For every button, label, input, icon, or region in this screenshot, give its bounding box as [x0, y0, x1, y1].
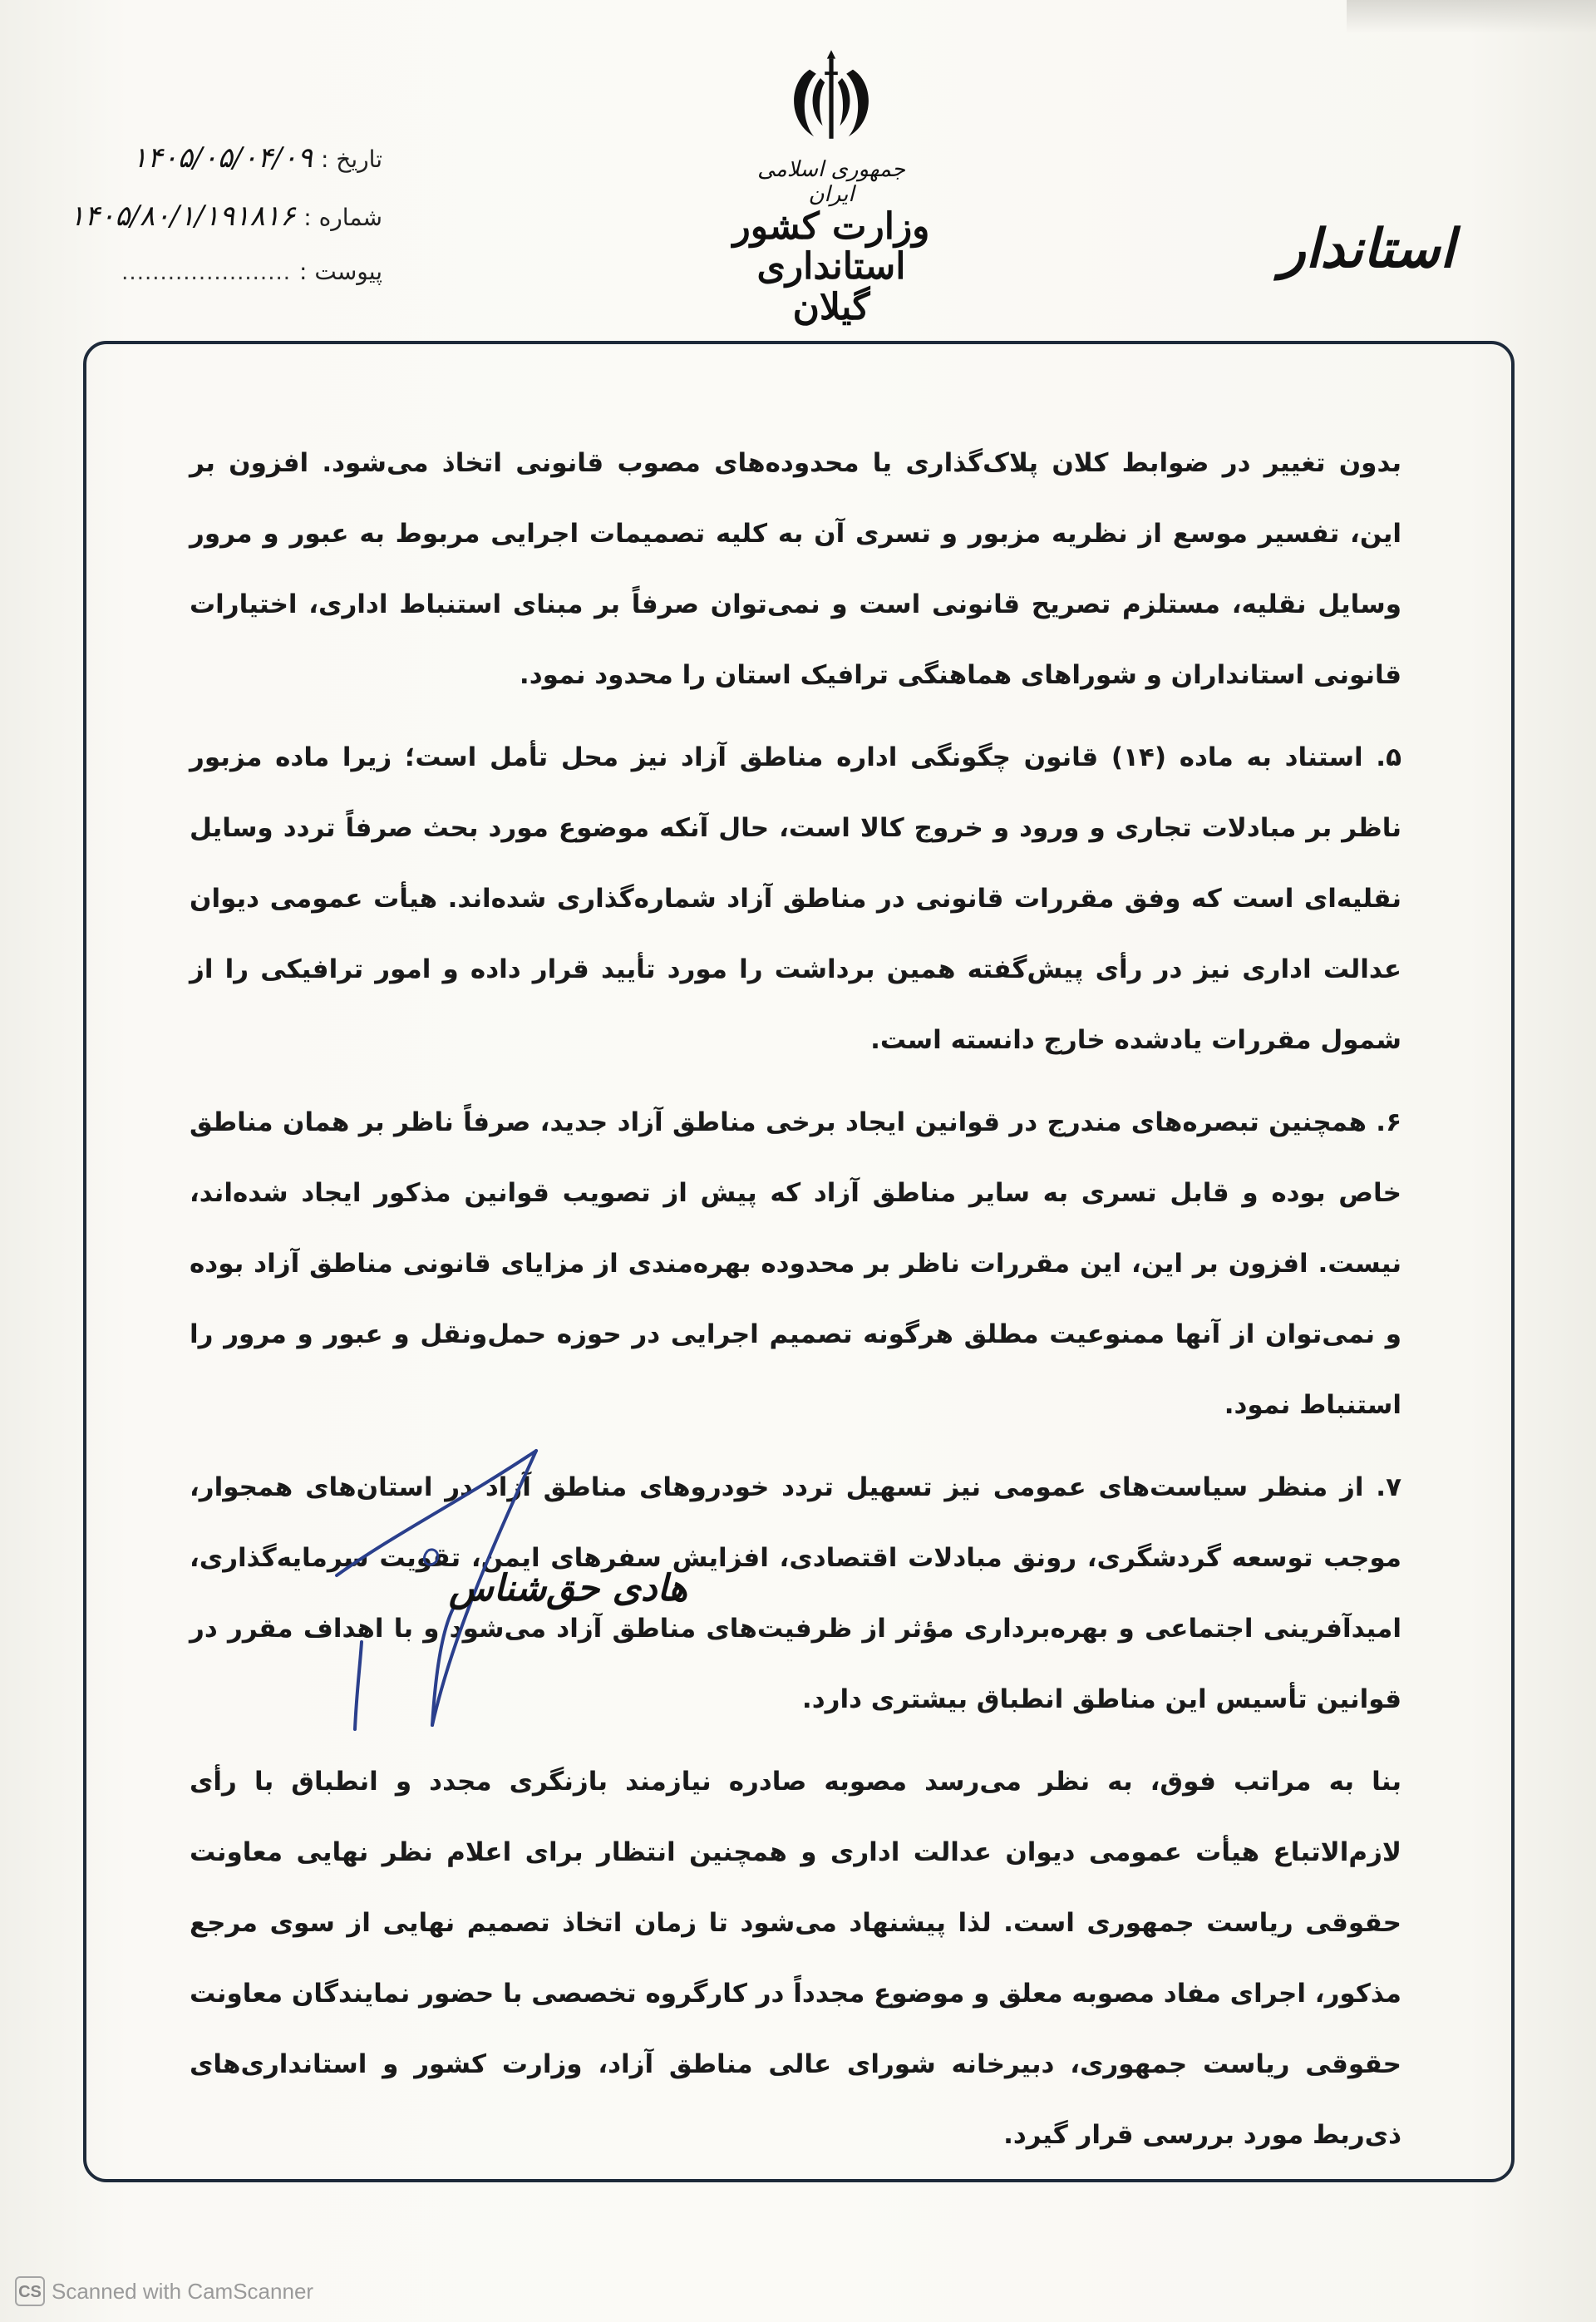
iran-emblem-icon [777, 46, 885, 154]
number-label: شماره : [303, 204, 382, 231]
camscanner-logo-icon: CS [15, 2276, 45, 2306]
paragraph-5: بنا به مراتب فوق، به نظر می‌رسد مصوبه صادره نیازمند بازنگری مجدد و انطباق با رأی لازم‌الاتباع هیأت عمومی دیوان عدالت اداری و همچنین انتظار برای اعلام نظر نهایی معاونت حقوقی ریاست جمهوری است. لذا پیشنهاد می‌شود تا زمان اتخاذ تصمیم نهایی از سوی مرجع مذکور، اجرای مفاد مصوبه معلق و موضوع مجدداً در کارگروه تخصصی با حضور نمایندگان معاونت حقوقی ریاست جمهوری، دبیرخانه شورای عالی مناطق آزاد، وزارت کشور و استانداری‌های ذی‌ربط مورد بررسی قرار گیرد. [190, 1767, 1401, 2150]
governor-title: استاندار [1279, 218, 1455, 280]
attachment-value: ...................... [121, 260, 291, 285]
attachment-label: پیوست : [299, 258, 382, 285]
scan-shadow [1347, 0, 1596, 33]
date-value: ۱۴۰۵/۰۵/۰۴/۰۹ [131, 141, 313, 175]
letter-meta [33, 141, 382, 316]
date-label: تاریخ : [320, 145, 382, 173]
signer-name: هادی حق‌شناس [449, 1567, 688, 1610]
watermark-text: Scanned with CamScanner [52, 2278, 314, 2304]
date-row [33, 141, 382, 200]
ministry-name: وزارت کشور [732, 205, 930, 248]
governorate-name: استانداری گیلان [756, 245, 906, 328]
paragraph-2: ۵. استناد به ماده (۱۴) قانون چگونگی اداره مناطق آزاد نیز محل تأمل است؛ زیرا ماده مزبور ناظر بر مبادلات تجاری و ورود و خروج کالا است، حال آنکه موضوع مورد بحث صرفاً تردد وسایل نقلیه‌ای است که وفق مقررات قانونی در مناطق آزاد شماره‌گذاری شده‌اند. هیأت عمومی دیوان عدالت اداری نیز در رأی پیش‌گفته همین برداشت را مورد تأیید قرار داده و امور ترافیکی را از شمول مقررات یادشده خارج دانسته است. [190, 742, 1401, 1055]
number-value: ۱۴۰۵/۸۰/۱/۱۹۱۸۱۶ [69, 200, 296, 233]
paragraph-4: ۷. از منظر سیاست‌های عمومی نیز تسهیل تردد خودروهای مناطق آزاد در استان‌های همجوار، موجب توسعه گردشگری، رونق مبادلات اقتصادی، افزایش سفرهای ایمن، تقویت سرمایه‌گذاری، امیدآفرینی اجتماعی و بهره‌برداری مؤثر از ظرفیت‌های مناطق آزاد می‌شود و با اهداف مقرر در قوانین تأسیس این مناطق انطباق بیشتری دارد. [190, 1472, 1401, 1714]
attachment-row [33, 258, 382, 316]
camscanner-watermark [15, 2276, 313, 2306]
letter-body [190, 428, 1401, 2182]
letterhead [732, 46, 931, 328]
paragraph-1: بدون تغییر در ضوابط کلان پلاک‌گذاری یا محدوده‌های مصوب قانونی اتخاذ می‌شود. افزون بر این، تفسیر موسع از نظریه مزبور و تسری آن به کلیه تصمیمات اجرایی مربوط به عبور و مرور وسایل نقلیه، مستلزم تصریح قانونی است و نمی‌توان صرفاً بر مبنای استنباط اداری، اختیارات قانونی استانداران و شوراهای هماهنگی ترافیک استان را محدود نمود. [190, 448, 1401, 690]
paragraph-3: ۶. همچنین تبصره‌های مندرج در قوانین ایجاد برخی مناطق آزاد جدید، صرفاً ناظر بر همان مناطق خاص بوده و قابل تسری به سایر مناطق آزاد که پیش از تصویب قوانین مذکور ایجاد شده‌اند، نیست. افزون بر این، این مقررات ناظر بر محدوده بهره‌مندی از مزایای قانونی مناطق آزاد بوده و نمی‌توان از آنها ممنوعیت مطلق هرگونه تصمیم اجرایی در حوزه حمل‌ونقل و عبور و مرور را استنباط نمود. [190, 1107, 1401, 1420]
republic-name: جمهوری اسلامی ایران [757, 157, 905, 207]
number-row [33, 200, 382, 258]
